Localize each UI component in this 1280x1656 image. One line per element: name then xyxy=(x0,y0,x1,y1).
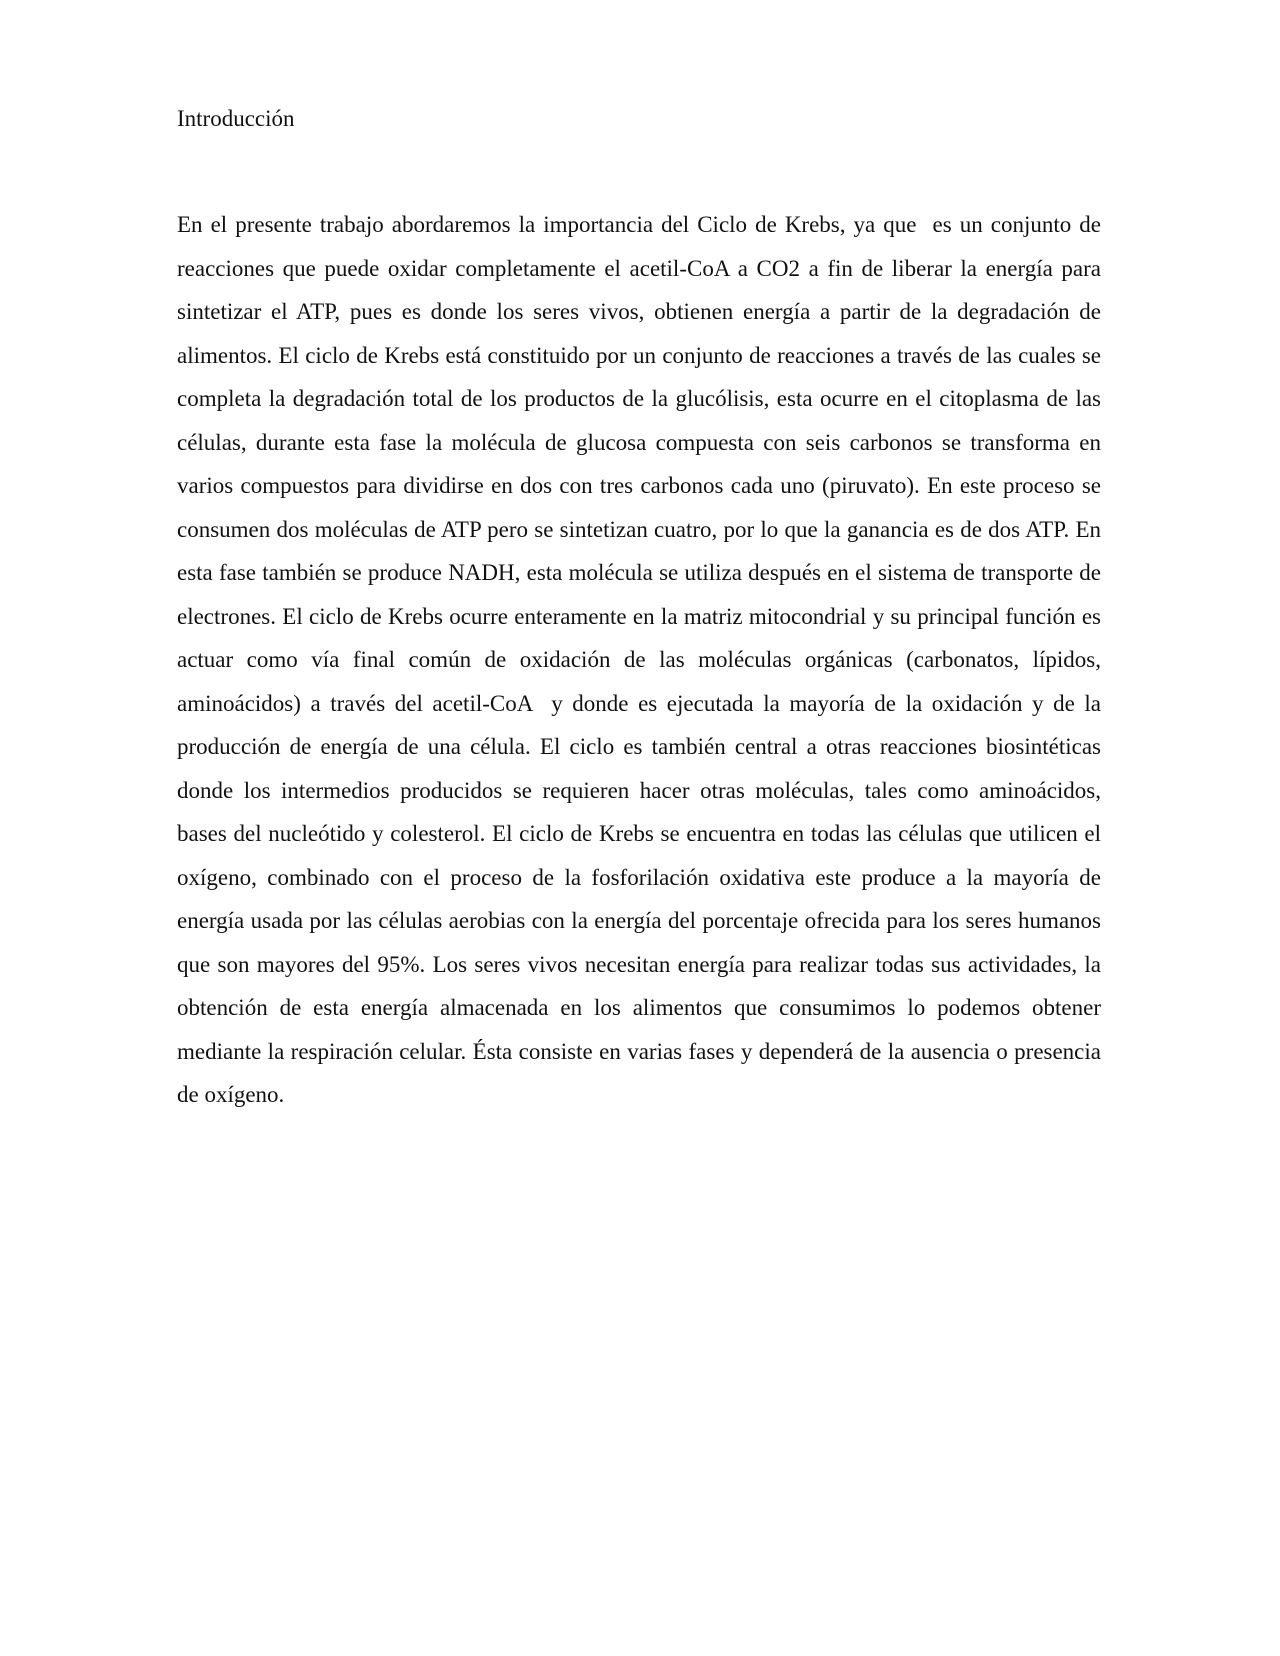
body-paragraph: En el presente trabajo abordaremos la importancia del Ciclo de Krebs, ya que es un conjunto de reacciones que puede oxidar completamente el acetil-CoA a CO2 a fin de liberar la energía para sintetizar el ATP, pues es donde los seres vivos, obtienen energía a partir de la degradación de alimentos. El ciclo de Krebs está constituido por un conjunto de reacciones a través de las cuales se completa la degradación total de los productos de la glucólisis, esta ocurre en el citoplasma de las células, durante esta fase la molécula de glucosa compuesta con seis carbonos se transforma en varios compuestos para dividirse en dos con tres carbonos cada uno (piruvato). En este proceso se consumen dos moléculas de ATP pero se sintetizan cuatro, por lo que la ganancia es de dos ATP. En esta fase también se produce NADH, esta molécula se utiliza después en el sistema de transporte de electrones. El ciclo de Krebs ocurre enteramente en la matriz mitocondrial y su principal función es actuar como vía final común de oxidación de las moléculas orgánicas (carbonatos, lípidos, aminoácidos) a través del acetil-CoA y donde es ejecutada la mayoría de la oxidación y de la producción de energía de una célula. El ciclo es también central a otras reacciones biosintéticas donde los intermedios producidos se requieren hacer otras moléculas, tales como aminoácidos, bases del nucleótido y colesterol. El ciclo de Krebs se encuentra en todas las células que utilicen el oxígeno, combinado con el proceso de la fosforilación oxidativa este produce a la mayoría de energía usada por las células aerobias con la energía del porcentaje ofrecida para los seres humanos que son mayores del 95%. Los seres vivos necesitan energía para realizar todas sus actividades, la obtención de esta energía almacenada en los alimentos que consumimos lo podemos obtener mediante la respiración celular. Ésta consiste en varias fases y dependerá de la ausencia o presencia de oxígeno. xyxy=(177,212,1107,1107)
section-heading: Introducción xyxy=(177,106,295,131)
